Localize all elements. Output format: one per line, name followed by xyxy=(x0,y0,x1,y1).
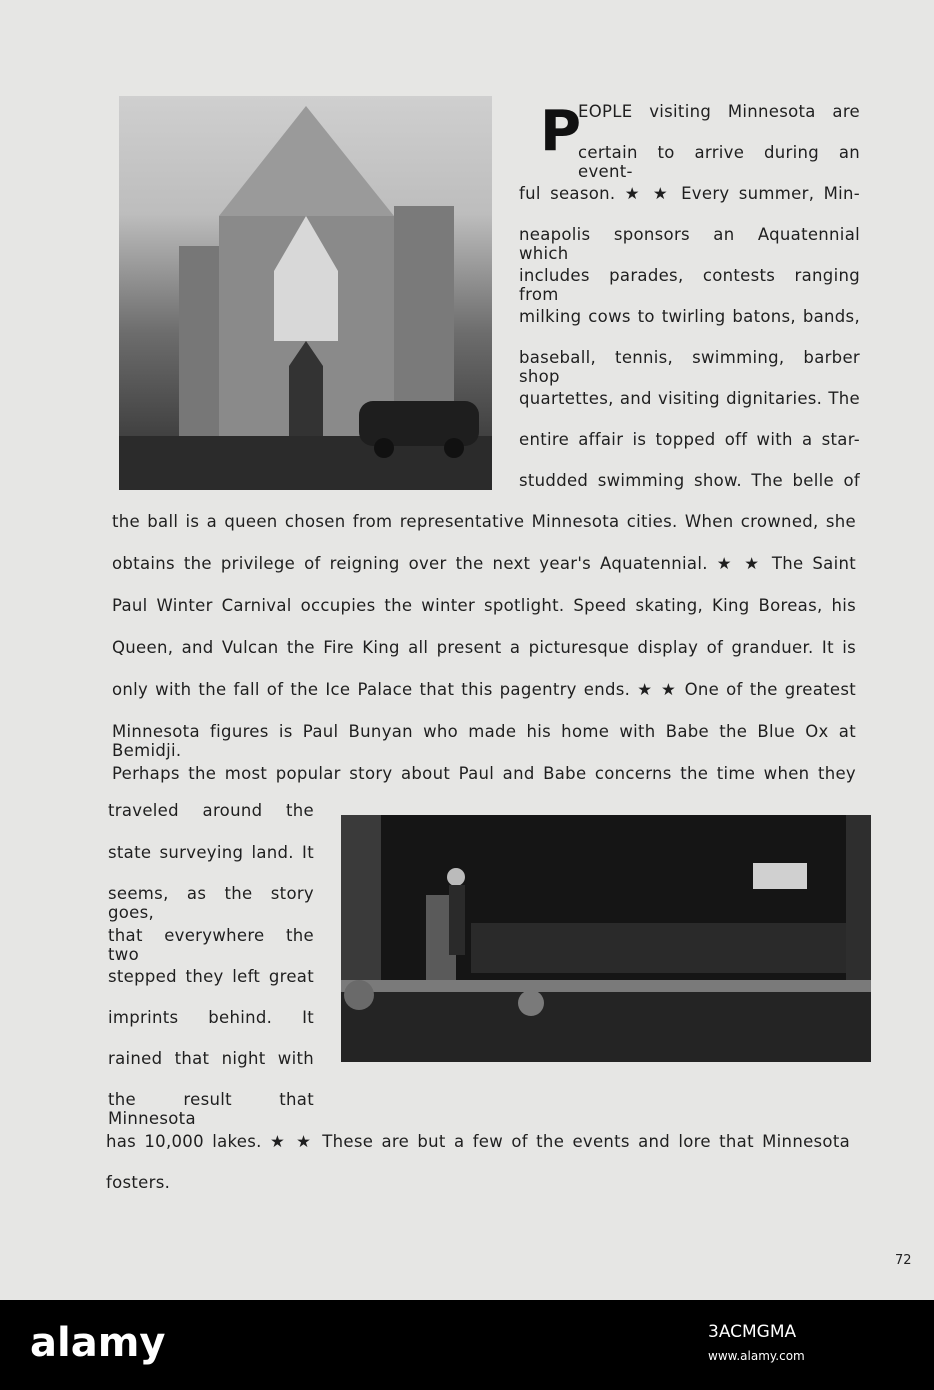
text-line: traveled around the xyxy=(108,801,314,820)
text-line: studded swimming show. The belle of xyxy=(519,471,860,490)
text-line: the ball is a queen chosen from representative Minnesota cities. When crowned, she xyxy=(112,512,856,531)
watermark-image-info: www.alamy.com xyxy=(708,1349,805,1363)
text-line: Queen, and Vulcan the Fire King all present a picturesque display of granduer. It is xyxy=(112,638,856,657)
text-line: stepped they left great xyxy=(108,967,314,986)
text-line: certain to arrive during an event- xyxy=(578,143,860,181)
text-line: Perhaps the most popular story about Paul and Babe concerns the time when they xyxy=(112,764,856,783)
text-line: Minnesota figures is Paul Bunyan who made his home with Babe the Blue Ox at Bemidji. xyxy=(112,722,856,760)
church-photo xyxy=(119,96,492,490)
stage-photo xyxy=(341,815,871,1062)
text-line: Paul Winter Carnival occupies the winter spotlight. Speed skating, King Boreas, his xyxy=(112,596,856,615)
text-line: has 10,000 lakes. ★ ★ These are but a few of the events and lore that Minnesota xyxy=(106,1132,850,1151)
text-line: only with the fall of the Ice Palace that this pagentry ends. ★ ★ One of the greatest xyxy=(112,680,856,699)
text-line: quartettes, and visiting dignitaries. The xyxy=(519,389,860,408)
text-line: obtains the privilege of reigning over the next year's Aquatennial. ★ ★ The Saint xyxy=(112,554,856,573)
text-line: fosters. xyxy=(106,1173,171,1192)
text-line: rained that night with xyxy=(108,1049,314,1068)
text-line: neapolis sponsors an Aquatennial which xyxy=(519,225,860,263)
text-line: EOPLE visiting Minnesota are xyxy=(578,102,860,121)
text-line: that everywhere the two xyxy=(108,926,314,964)
text-line: baseball, tennis, swimming, barber shop xyxy=(519,348,860,386)
text-line: state surveying land. It xyxy=(108,843,314,862)
text-line: the result that Minnesota xyxy=(108,1090,314,1128)
text-line: entire affair is topped off with a star- xyxy=(519,430,860,449)
text-line: includes parades, contests ranging from xyxy=(519,266,860,304)
watermark-image-code: 3ACMGMA xyxy=(708,1322,797,1342)
watermark-brand: alamy xyxy=(30,1320,166,1366)
drop-cap: P xyxy=(540,99,582,164)
text-line: milking cows to twirling batons, bands, xyxy=(519,307,860,326)
page-number: 72 xyxy=(895,1253,912,1268)
text-line: imprints behind. It xyxy=(108,1008,314,1027)
text-line: seems, as the story goes, xyxy=(108,884,314,922)
text-line: ful season. ★ ★ Every summer, Min- xyxy=(519,184,860,203)
